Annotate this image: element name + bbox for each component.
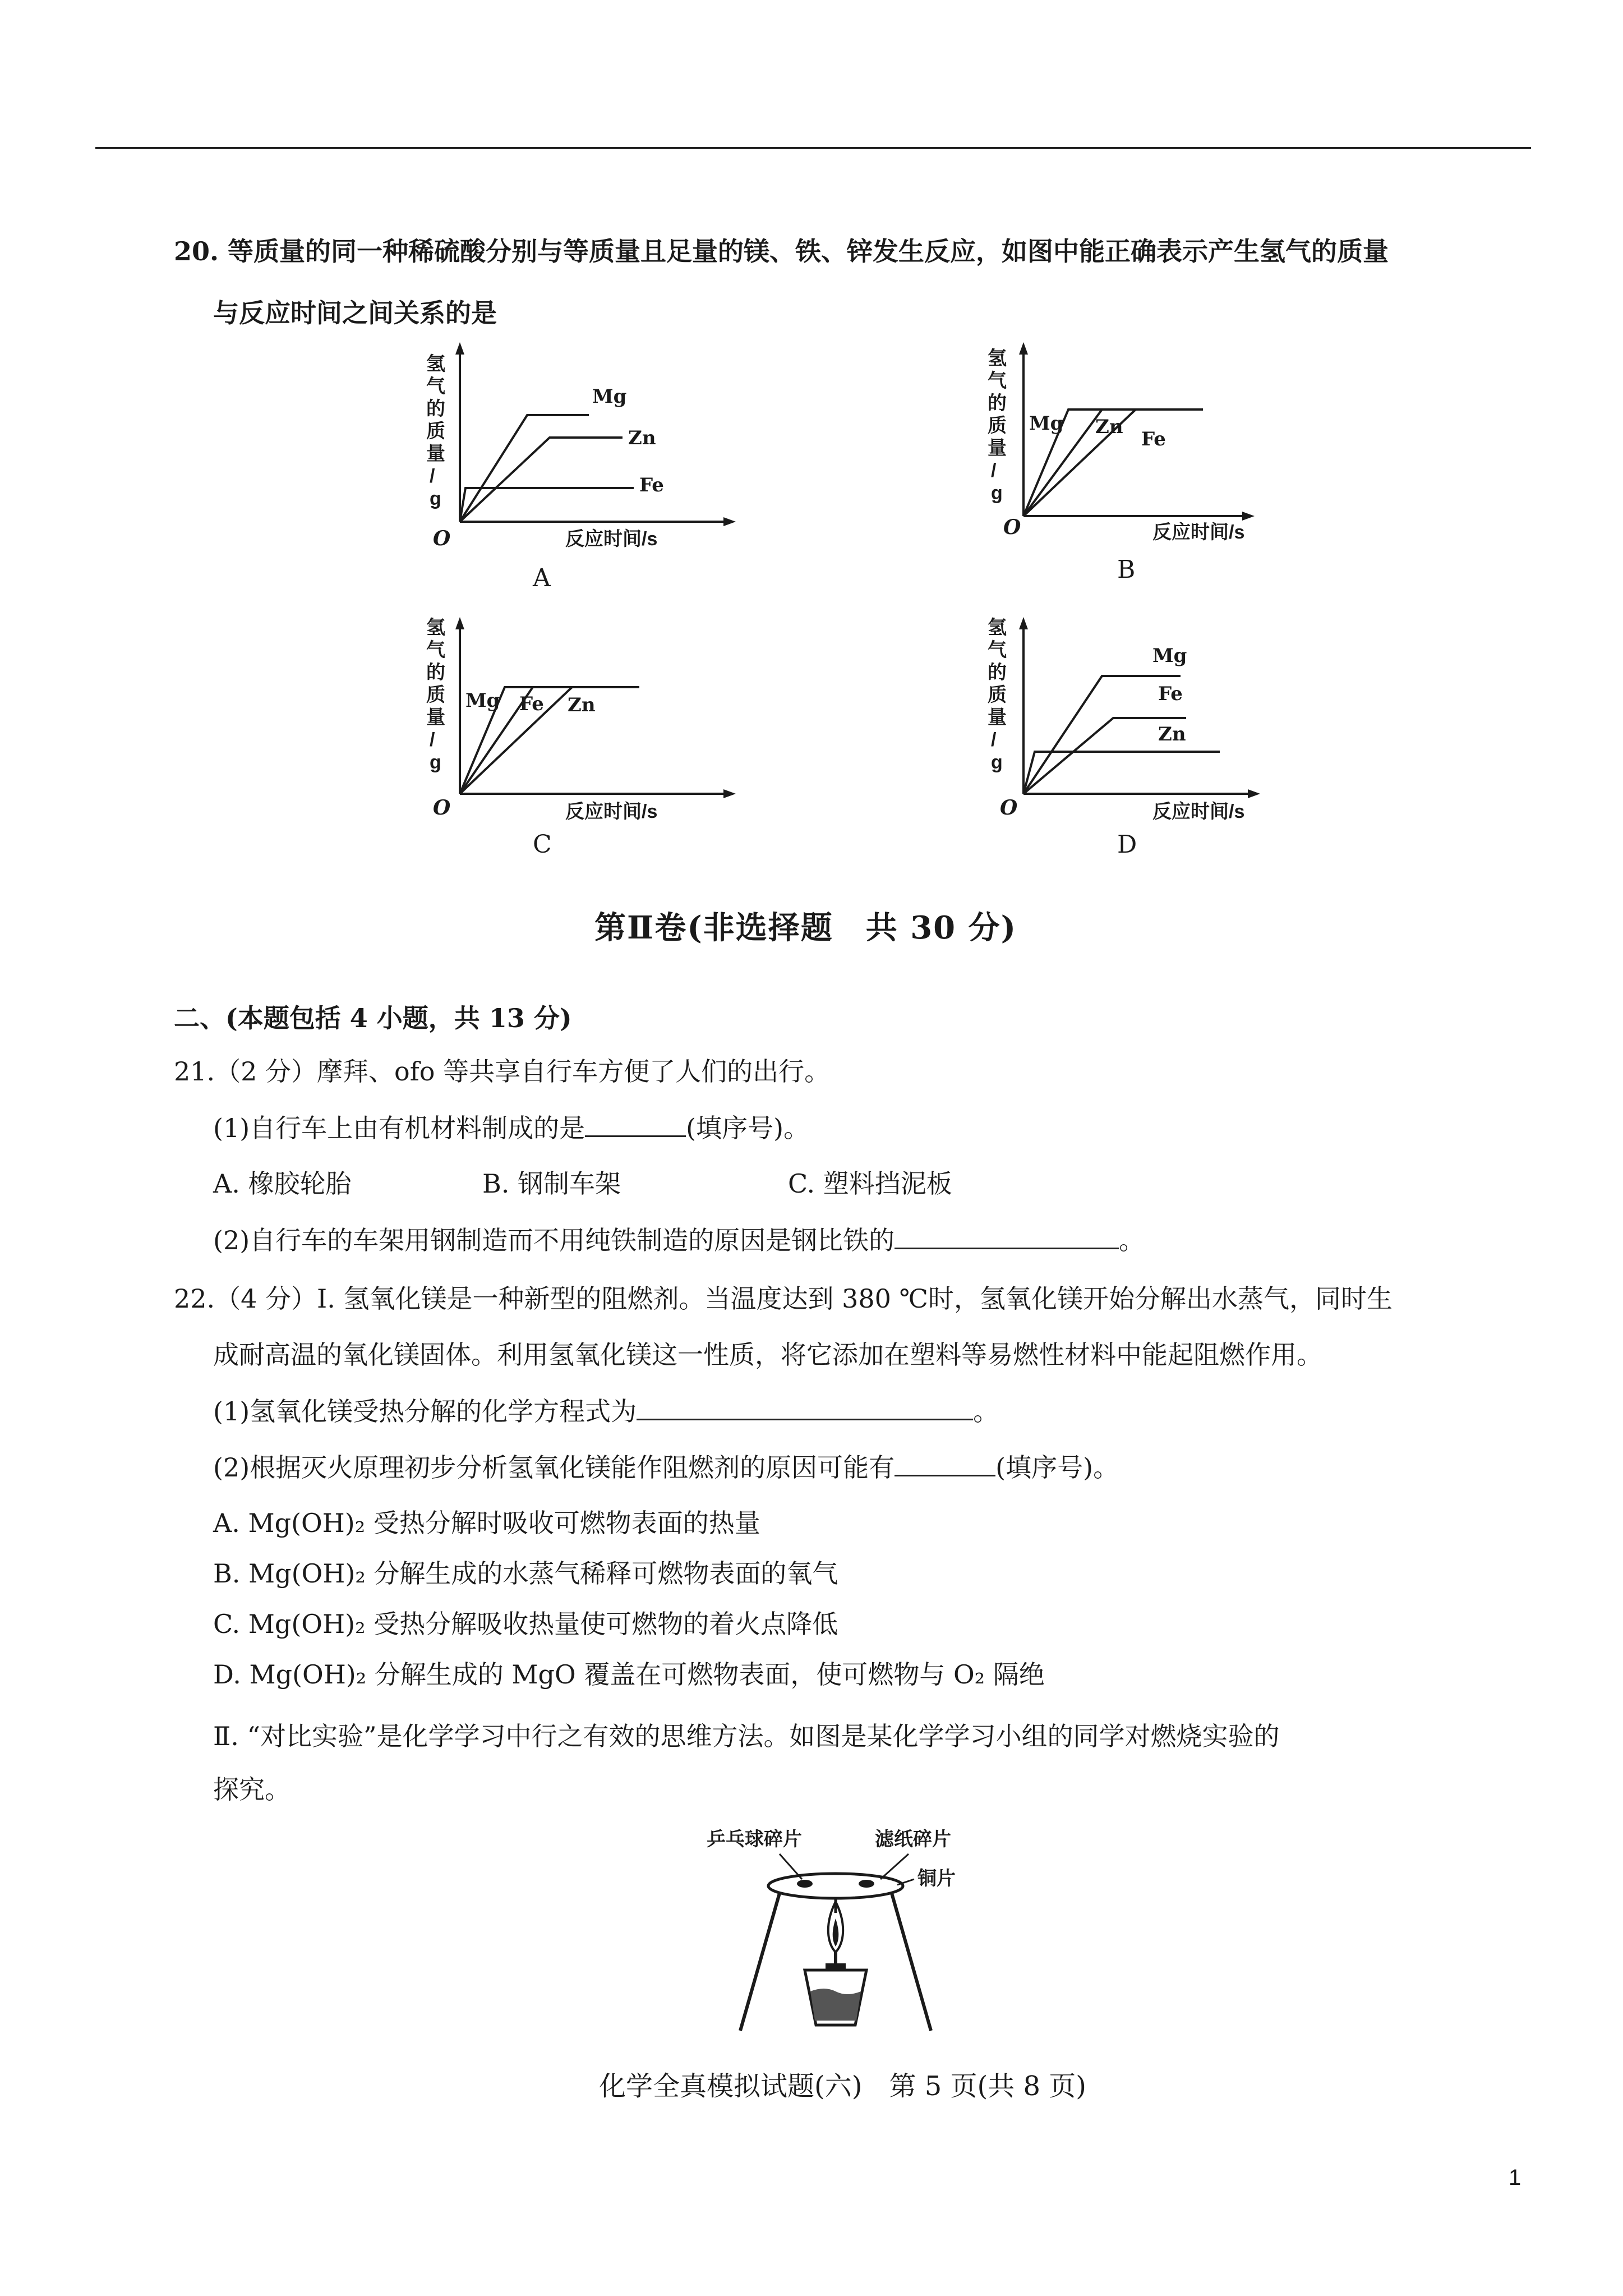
ylabel-char: 氢 xyxy=(988,348,1007,369)
ylabel-char: g xyxy=(991,752,1003,773)
label-zn: Zn xyxy=(1095,416,1123,438)
q22-option-c: C. Mg(OH)₂ 受热分解吸收热量使可燃物的着火点降低 xyxy=(213,1609,838,1639)
ylabel-char: 的 xyxy=(988,393,1007,414)
label-mg: Mg xyxy=(1029,412,1064,435)
pointer-line xyxy=(880,1854,909,1879)
q22-line1: 22.（4 分）Ⅰ. 氢氧化镁是一种新型的阻燃剂。当温度达到 380 ℃时，氢氧化镁开始分解出水蒸气，同时生 xyxy=(174,1283,1393,1314)
ylabel-char: 气 xyxy=(988,370,1007,392)
q21-part1-text: (1)自行车上由有机材料制成的是 xyxy=(213,1113,585,1143)
ylabel-char: / xyxy=(991,460,997,481)
origin-label: O xyxy=(433,527,451,550)
ylabel-char: 的 xyxy=(426,398,445,420)
q20-line1: 20. 等质量的同一种稀硫酸分别与等质量且足量的镁、铁、锌发生反应，如图中能正确表示产生氢气的质量 xyxy=(174,236,1389,266)
ylabel-char: 量 xyxy=(426,443,445,464)
page-number: 1 xyxy=(1509,2165,1521,2190)
q20-line2: 与反应时间之间关系的是 xyxy=(213,298,497,328)
q22-option-d: D. Mg(OH)₂ 分解生成的 MgO 覆盖在可燃物表面，使可燃物与 O₂ 隔绝 xyxy=(213,1659,1045,1690)
q22-option-a: A. Mg(OH)₂ 受热分解时吸收可燃物表面的热量 xyxy=(213,1508,760,1538)
x-axis-label: 反应时间/s xyxy=(1152,522,1245,543)
label-filter-paper-fragment: 滤纸碎片 xyxy=(875,1829,951,1850)
filter-paper-fragment xyxy=(859,1880,874,1888)
q21-part2-blank[interactable] xyxy=(895,1223,1119,1249)
q21-option-a: A. 橡胶轮胎 xyxy=(213,1168,352,1199)
lamp-neck xyxy=(826,1963,846,1971)
q22-part1-text: (1)氢氧化镁受热分解的化学方程式为 xyxy=(213,1396,637,1427)
graph-a-caption: A xyxy=(533,564,551,592)
graph-c xyxy=(409,611,757,853)
q22-line2: 成耐高温的氧化镁固体。利用氢氧化镁这一性质，将它添加在塑料等易燃性材料中能起阻燃作用。 xyxy=(213,1340,1322,1370)
ylabel-char: 氢 xyxy=(426,617,445,638)
label-mg: Mg xyxy=(465,689,500,712)
line-mg xyxy=(460,415,589,522)
ylabel-char: 气 xyxy=(426,376,445,397)
origin-label: O xyxy=(433,796,451,820)
q21-part1-suffix: (填序号)。 xyxy=(686,1113,810,1143)
y-axis-label xyxy=(988,348,1007,504)
y-axis-label xyxy=(426,353,445,509)
pingpong-fragment xyxy=(797,1880,813,1888)
graph-a xyxy=(409,337,757,578)
ylabel-char: 量 xyxy=(426,707,445,728)
graph-c-caption: C xyxy=(533,830,552,859)
q21-option-c: C. 塑料挡泥板 xyxy=(788,1168,952,1199)
ylabel-char: g xyxy=(430,752,441,773)
ylabel-char: 气 xyxy=(988,639,1007,661)
ylabel-char: 的 xyxy=(426,662,445,683)
graph-d xyxy=(967,611,1315,853)
q22-ii-line1: Ⅱ. “对比实验”是化学学习中行之有效的思维方法。如图是某化学学习小组的同学对燃烧实验的 xyxy=(213,1721,1280,1751)
label-mg: Mg xyxy=(1152,645,1187,667)
y-axis-label xyxy=(988,617,1007,773)
q22-part2-text: (2)根据灭火原理初步分析氢氧化镁能作阻燃剂的原因可能有 xyxy=(213,1452,895,1483)
top-rule xyxy=(95,147,1531,149)
q22-part2-suffix: (填序号)。 xyxy=(995,1452,1119,1483)
label-zn: Zn xyxy=(568,694,596,716)
flame-core xyxy=(833,1918,839,1947)
x-axis-label: 反应时间/s xyxy=(1152,801,1245,822)
graph-b xyxy=(967,337,1315,578)
label-fe: Fe xyxy=(519,693,544,715)
q21-stem: 21.（2 分）摩拜、ofo 等共享自行车方便了人们的出行。 xyxy=(174,1056,831,1087)
q22-part1-suffix: 。 xyxy=(973,1396,999,1427)
q22-part1-blank[interactable] xyxy=(637,1394,973,1420)
q21-part1 xyxy=(213,1111,809,1145)
q21-part2 xyxy=(213,1223,1145,1257)
q22-part2 xyxy=(213,1450,1119,1484)
lamp-liquid xyxy=(810,1989,861,2021)
q21-part1-blank[interactable] xyxy=(585,1111,686,1137)
q21-part2-text: (2)自行车的车架用钢制造而不用纯铁制造的原因是钢比铁的 xyxy=(213,1225,895,1255)
q21-part2-suffix: 。 xyxy=(1119,1225,1145,1255)
q21-option-b: B. 钢制车架 xyxy=(482,1168,621,1199)
combustion-apparatus-figure xyxy=(695,1823,976,2036)
ylabel-char: 氢 xyxy=(988,617,1007,638)
copper-sheet xyxy=(768,1874,903,1898)
label-mg: Mg xyxy=(592,385,627,408)
line-fe xyxy=(460,488,634,522)
label-zn: Zn xyxy=(1158,723,1186,746)
line-mg xyxy=(1023,676,1181,794)
ylabel-char: 质 xyxy=(426,421,445,442)
ylabel-char: 氢 xyxy=(426,353,445,375)
x-axis-label: 反应时间/s xyxy=(565,801,658,822)
ylabel-char: 质 xyxy=(426,684,445,706)
ylabel-char: 质 xyxy=(988,415,1007,436)
page-footer: 化学全真模拟试题(六) 第 5 页(共 8 页) xyxy=(599,2070,1087,2102)
ylabel-char: g xyxy=(430,488,441,509)
ylabel-char: / xyxy=(991,729,997,751)
y-axis-label xyxy=(426,617,445,773)
ylabel-char: 量 xyxy=(988,707,1007,728)
label-fe: Fe xyxy=(1158,683,1183,705)
label-pingpong-fragment: 乒乓球碎片 xyxy=(707,1829,802,1850)
label-fe: Fe xyxy=(639,474,664,496)
graph-b-caption: B xyxy=(1117,555,1136,584)
q22-ii-line2: 探究。 xyxy=(213,1774,291,1805)
label-copper-sheet: 铜片 xyxy=(917,1868,956,1889)
q22-option-b: B. Mg(OH)₂ 分解生成的水蒸气稀释可燃物表面的氧气 xyxy=(213,1558,838,1589)
ylabel-char: 的 xyxy=(988,662,1007,683)
ylabel-char: / xyxy=(430,466,435,487)
ylabel-char: g xyxy=(991,482,1003,504)
line-zn xyxy=(460,438,623,522)
q22-part1 xyxy=(213,1394,999,1428)
label-fe: Fe xyxy=(1141,428,1166,450)
section2-heading: 二、(本题包括 4 小题，共 13 分) xyxy=(174,1003,572,1033)
origin-label: O xyxy=(1000,796,1018,820)
ylabel-char: 质 xyxy=(988,684,1007,706)
origin-label: O xyxy=(1003,516,1021,539)
tripod-leg xyxy=(892,1893,931,2031)
line-zn xyxy=(1023,752,1220,794)
label-zn: Zn xyxy=(628,427,656,449)
tripod-leg xyxy=(740,1893,780,2031)
part2-title: 第Ⅱ卷(非选择题 共 30 分) xyxy=(594,909,1017,946)
x-axis-label: 反应时间/s xyxy=(565,528,658,550)
q22-part2-blank[interactable] xyxy=(895,1450,995,1476)
graph-d-caption: D xyxy=(1117,830,1137,859)
ylabel-char: 气 xyxy=(426,639,445,661)
ylabel-char: 量 xyxy=(988,438,1007,459)
ylabel-char: / xyxy=(430,729,435,751)
